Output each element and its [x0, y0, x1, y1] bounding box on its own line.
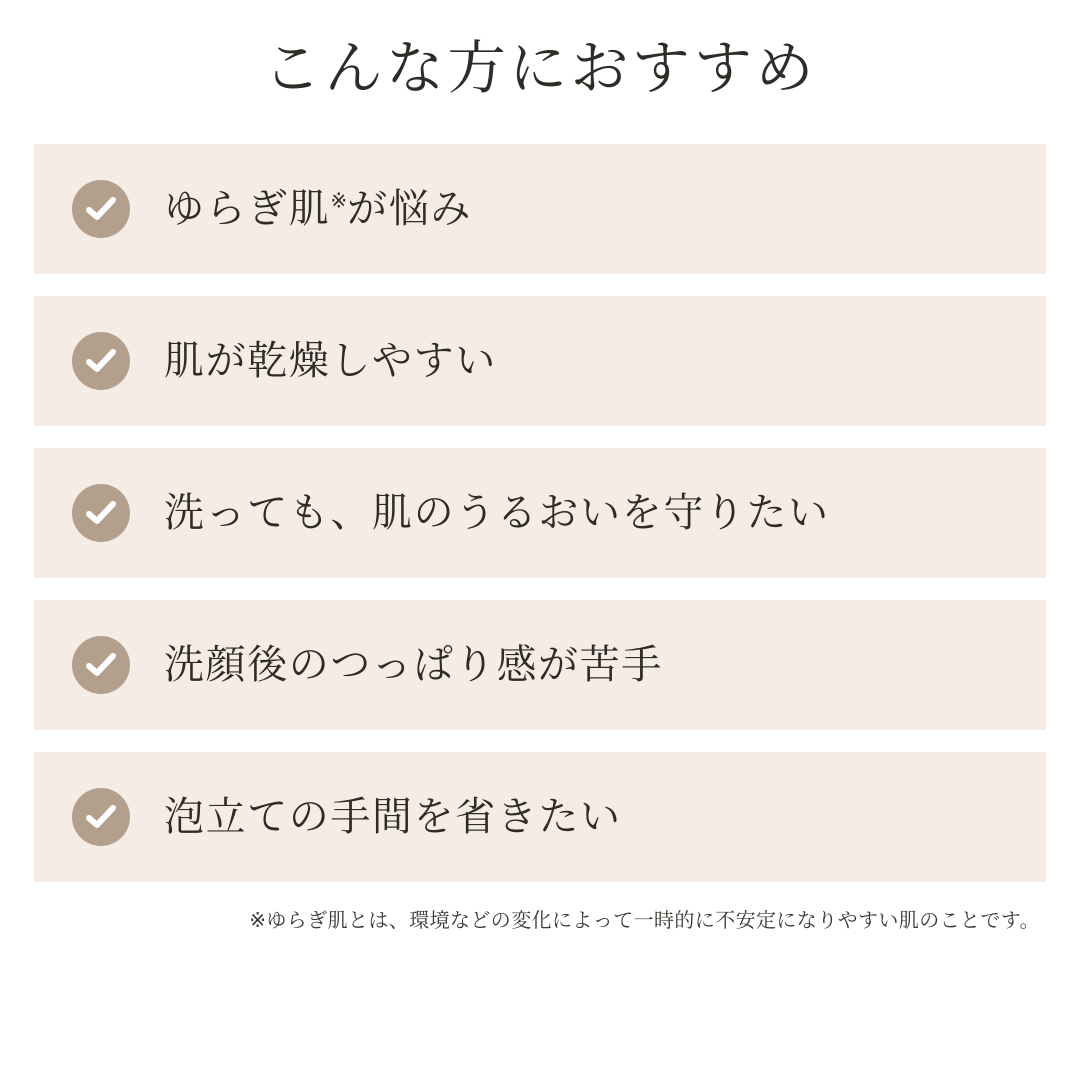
- check-circle-icon: [72, 788, 130, 846]
- list-item-label: 肌が乾燥しやすい: [164, 338, 497, 383]
- list-item: [34, 600, 1046, 730]
- list-item-label: 洗っても、肌のうるおいを守りたい: [164, 490, 830, 535]
- check-circle-icon: [72, 180, 130, 238]
- check-circle-icon: [72, 636, 130, 694]
- list-item-label: ゆらぎ肌: [164, 186, 331, 231]
- footnote-marker: ※: [330, 190, 348, 213]
- list-item-label: 泡立ての手間を省きたい: [164, 794, 622, 839]
- check-circle-icon: [72, 332, 130, 390]
- list-item-label-suffix: が悩み: [347, 186, 472, 231]
- list-item: [34, 752, 1046, 882]
- list-item: [34, 296, 1046, 426]
- list-item-label: 洗顔後のつっぱり感が苦手: [164, 642, 663, 687]
- list-item: [34, 448, 1046, 578]
- page-title: こんな方におすすめ: [263, 36, 817, 101]
- benefit-list: [0, 144, 1080, 882]
- list-item: [34, 144, 1046, 274]
- check-circle-icon: [72, 484, 130, 542]
- footnote-text: ※ゆらぎ肌とは、環境などの変化によって一時的に不安定になりやすい肌のことです。: [249, 909, 1040, 932]
- list-item-text: [164, 183, 472, 235]
